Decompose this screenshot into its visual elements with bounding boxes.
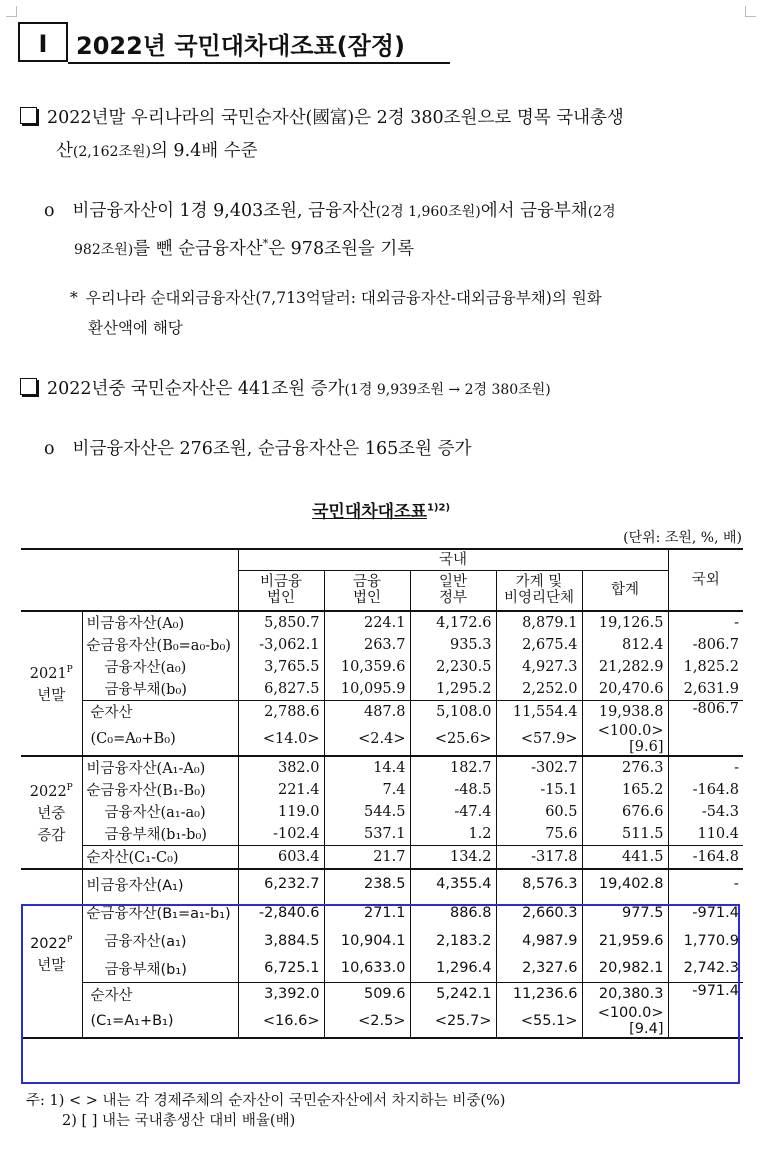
table-cell: -15.1 bbox=[496, 779, 582, 801]
row-label: 순금융자산(B₀=a₀-b₀) bbox=[82, 634, 238, 656]
table-cell: 441.5 bbox=[582, 845, 668, 869]
table-cell: 382.0 bbox=[238, 756, 324, 779]
share-ratio: <100.0> bbox=[597, 1005, 664, 1021]
net-worth-ratio-row bbox=[21, 723, 743, 756]
share-ratio: <57.9> bbox=[520, 730, 578, 747]
row-group-label: $2022^P$ 년중 증감 bbox=[29, 783, 73, 844]
table-cell: 544.5 bbox=[324, 801, 410, 823]
table-cell: 221.4 bbox=[238, 779, 324, 801]
table-row bbox=[21, 656, 743, 678]
header-domestic: 국내 bbox=[238, 549, 668, 571]
table-cell: 21,282.9 bbox=[582, 656, 668, 678]
table-cell: 2,252.0 bbox=[496, 678, 582, 701]
column-header: 일반 정부 bbox=[410, 571, 496, 611]
table-cell: -164.8 bbox=[668, 779, 743, 801]
table-cell: 5,242.1 bbox=[410, 983, 496, 1006]
footnote-1: 주: 1) < > 내는 각 경제주체의 순자산이 국민순자산에서 차지하는 비중(%) bbox=[26, 1093, 506, 1109]
row-label: 금융부채(b₁) bbox=[82, 955, 238, 983]
table-cell: 10,359.6 bbox=[324, 656, 410, 678]
checkbox-bullet-icon bbox=[20, 107, 37, 124]
table-row bbox=[21, 611, 743, 634]
table-cell: 4,987.9 bbox=[496, 927, 582, 955]
section-title bbox=[18, 22, 450, 64]
sub-bullet-1: o 비금융자산이 1경 9,403조원, 금융자산(2경 1,960조원)에서 금융부채(2경 bbox=[44, 201, 616, 221]
column-header: 금융 법인 bbox=[324, 571, 410, 611]
table-cell: 2,327.6 bbox=[496, 955, 582, 983]
table-cell: 20,380.3 bbox=[582, 983, 668, 1006]
table-cell: 812.4 bbox=[582, 634, 668, 656]
table-title: 국민대차대조표$^{1)2)}$ bbox=[311, 502, 451, 522]
page-corner-mark bbox=[745, 6, 756, 17]
table-cell: 19,402.8 bbox=[582, 869, 668, 899]
table-cell: -971.4 bbox=[668, 983, 743, 1039]
column-header: 가계 및 비영리단체 bbox=[496, 571, 582, 611]
row-label: 비금융자산(A₁-A₀) bbox=[82, 756, 238, 779]
header-corner bbox=[21, 549, 238, 611]
asterisk-icon: * bbox=[70, 289, 78, 307]
table-row bbox=[21, 927, 743, 955]
table-row bbox=[21, 756, 743, 779]
table-cell: -102.4 bbox=[238, 823, 324, 846]
table-unit: (단위: 조원, %, 배) bbox=[623, 530, 742, 546]
row-group-label: $2021^P$ 년말 bbox=[29, 665, 73, 704]
table-cell: 182.7 bbox=[410, 756, 496, 779]
table-cell: 134.2 bbox=[410, 845, 496, 869]
row-label: (C₀=A₀+B₀) bbox=[82, 723, 238, 756]
table-cell: 1,825.2 bbox=[668, 656, 743, 678]
title-underline bbox=[68, 62, 450, 64]
bullet-2: 2022년중 국민순자산은 441조원 증가(1경 9,939조원 → 2경 380조원) bbox=[20, 374, 551, 406]
table-cell: 20,982.1 bbox=[582, 955, 668, 983]
table-cell: 2,183.2 bbox=[410, 927, 496, 955]
table-cell: -48.5 bbox=[410, 779, 496, 801]
table-cell: -47.4 bbox=[410, 801, 496, 823]
row-group-label: $2022^P$ 년말 bbox=[30, 935, 73, 975]
table-cell: 3,392.0 bbox=[238, 983, 324, 1006]
share-ratio: <25.7> bbox=[434, 1013, 492, 1029]
sub-bullet-1-line-2: 982조원)를 뺀 순금융자산*은 978조원을 기록 bbox=[74, 237, 415, 259]
table-cell: 886.8 bbox=[410, 899, 496, 927]
table-cell: -54.3 bbox=[668, 801, 743, 823]
asterisk-note-line-2: 환산액에 해당 bbox=[88, 319, 183, 337]
table-cell: 263.7 bbox=[324, 634, 410, 656]
table-cell: 977.5 bbox=[582, 899, 668, 927]
table-cell: 271.1 bbox=[324, 899, 410, 927]
table-row bbox=[21, 899, 743, 927]
table-cell: 224.1 bbox=[324, 611, 410, 634]
table-cell: 603.4 bbox=[238, 845, 324, 869]
gdp-ratio: [9.6] bbox=[629, 738, 664, 755]
table-cell: 487.8 bbox=[324, 700, 410, 723]
table-cell: 1.2 bbox=[410, 823, 496, 846]
table-cell: 509.6 bbox=[324, 983, 410, 1006]
row-label: 금융자산(a₁) bbox=[82, 927, 238, 955]
bullet-1-line-2: 산(2,162조원)의 9.4배 수준 bbox=[56, 141, 258, 161]
table-cell: 2,675.4 bbox=[496, 634, 582, 656]
table-cell: -971.4 bbox=[668, 899, 743, 927]
table-cell: 8,576.3 bbox=[496, 869, 582, 899]
table-cell: 10,633.0 bbox=[324, 955, 410, 983]
table-cell: 6,827.5 bbox=[238, 678, 324, 701]
table-cell: 11,554.4 bbox=[496, 700, 582, 723]
table-cell bbox=[324, 723, 410, 756]
table-cell: 11,236.6 bbox=[496, 983, 582, 1006]
table-cell bbox=[496, 723, 582, 756]
table-cell: 14.4 bbox=[324, 756, 410, 779]
row-label: 순자산 bbox=[82, 700, 238, 723]
share-ratio: <25.6> bbox=[434, 730, 492, 747]
column-header: 비금융 법인 bbox=[238, 571, 324, 611]
table-row bbox=[21, 678, 743, 701]
table-cell: 2,660.3 bbox=[496, 899, 582, 927]
table-cell bbox=[238, 723, 324, 756]
balance-sheet-table bbox=[21, 548, 743, 1039]
table-cell: 5,850.7 bbox=[238, 611, 324, 634]
row-label: 금융자산(a₀) bbox=[82, 656, 238, 678]
table-cell: - bbox=[668, 869, 743, 899]
table-cell: 6,232.7 bbox=[238, 869, 324, 899]
table-cell: 1,296.4 bbox=[410, 955, 496, 983]
footnote-2: 2) [ ] 내는 국내총생산 대비 배율(배) bbox=[62, 1113, 296, 1129]
table-row bbox=[21, 634, 743, 656]
table-row bbox=[21, 779, 743, 801]
share-ratio: <2.4> bbox=[358, 730, 406, 747]
section-number-box: Ⅰ bbox=[18, 22, 68, 62]
asterisk-note: * 우리나라 순대외금융자산(7,713억달러: 대외금융자산-대외금융부채)의 원화 bbox=[70, 289, 602, 307]
net-worth-row bbox=[21, 983, 743, 1006]
table-cell: -302.7 bbox=[496, 756, 582, 779]
table-cell bbox=[582, 1005, 668, 1038]
table-cell: 6,725.1 bbox=[238, 955, 324, 983]
table-cell: 8,879.1 bbox=[496, 611, 582, 634]
table-row bbox=[21, 823, 743, 846]
table-cell: 10,095.9 bbox=[324, 678, 410, 701]
row-label: 순자산(C₁-C₀) bbox=[82, 845, 238, 869]
table-cell: 21,959.6 bbox=[582, 927, 668, 955]
table-cell: 1,295.2 bbox=[410, 678, 496, 701]
section-title-text: 2022년 국민대차대조표(잠정) bbox=[76, 32, 405, 60]
share-ratio: <14.0> bbox=[262, 730, 320, 747]
table-cell: 2,742.3 bbox=[668, 955, 743, 983]
table-cell: 238.5 bbox=[324, 869, 410, 899]
table-cell: -3,062.1 bbox=[238, 634, 324, 656]
table-cell: 3,765.5 bbox=[238, 656, 324, 678]
net-worth-ratio-row bbox=[21, 1005, 743, 1038]
table-cell: -2,840.6 bbox=[238, 899, 324, 927]
table-cell: 19,126.5 bbox=[582, 611, 668, 634]
row-label: 금융부채(b₁-b₀) bbox=[82, 823, 238, 846]
table-row bbox=[21, 845, 743, 869]
table-cell: 2,788.6 bbox=[238, 700, 324, 723]
sub-bullet-2: o 비금융자산은 276조원, 순금융자산은 165조원 증가 bbox=[44, 439, 472, 459]
table-cell: 537.1 bbox=[324, 823, 410, 846]
table-cell bbox=[324, 1005, 410, 1038]
net-worth-row bbox=[21, 700, 743, 723]
checkbox-bullet-icon bbox=[20, 378, 37, 395]
table-cell: -806.7 bbox=[668, 700, 743, 756]
row-label: (C₁=A₁+B₁) bbox=[82, 1005, 238, 1038]
circle-bullet-icon: o bbox=[44, 439, 55, 459]
gdp-ratio: [9.4] bbox=[629, 1021, 664, 1037]
table-cell: 20,470.6 bbox=[582, 678, 668, 701]
table-cell: 2,631.9 bbox=[668, 678, 743, 701]
table-cell: 3,884.5 bbox=[238, 927, 324, 955]
row-label: 순금융자산(B₁-B₀) bbox=[82, 779, 238, 801]
table-row bbox=[21, 955, 743, 983]
page-corner-mark bbox=[6, 6, 17, 17]
table-cell bbox=[410, 1005, 496, 1038]
row-label: 순금융자산(B₁=a₁-b₁) bbox=[82, 899, 238, 927]
table-cell: 19,938.8 bbox=[582, 700, 668, 723]
table-cell bbox=[582, 723, 668, 756]
table-cell: - bbox=[668, 756, 743, 779]
bullet-1: 2022년말 우리나라의 국민순자산(國富)은 2경 380조원으로 명목 국내총생 bbox=[20, 103, 750, 134]
table-cell: 110.4 bbox=[668, 823, 743, 846]
table-cell: 4,355.4 bbox=[410, 869, 496, 899]
table-cell: 4,172.6 bbox=[410, 611, 496, 634]
share-ratio: <16.6> bbox=[262, 1013, 320, 1029]
row-label: 금융자산(a₁-a₀) bbox=[82, 801, 238, 823]
table-cell bbox=[496, 1005, 582, 1038]
table-cell: 21.7 bbox=[324, 845, 410, 869]
table-cell: 165.2 bbox=[582, 779, 668, 801]
table-cell: 60.5 bbox=[496, 801, 582, 823]
table-row bbox=[21, 869, 743, 899]
share-ratio: <100.0> bbox=[597, 722, 664, 739]
table-cell: 676.6 bbox=[582, 801, 668, 823]
share-ratio: <55.1> bbox=[520, 1013, 578, 1029]
table-cell: -317.8 bbox=[496, 845, 582, 869]
table-cell: 1,770.9 bbox=[668, 927, 743, 955]
table-cell bbox=[410, 723, 496, 756]
table-cell: 511.5 bbox=[582, 823, 668, 846]
table-cell: -806.7 bbox=[668, 634, 743, 656]
table-cell: 75.6 bbox=[496, 823, 582, 846]
table-cell: 5,108.0 bbox=[410, 700, 496, 723]
table-cell bbox=[238, 1005, 324, 1038]
circle-bullet-icon: o bbox=[44, 201, 55, 221]
table-cell: 4,927.3 bbox=[496, 656, 582, 678]
row-label: 금융부채(b₀) bbox=[82, 678, 238, 701]
table-cell: -164.8 bbox=[668, 845, 743, 869]
share-ratio: <2.5> bbox=[358, 1013, 406, 1029]
table-row bbox=[21, 801, 743, 823]
row-label: 비금융자산(A₁) bbox=[82, 869, 238, 899]
table-cell: 276.3 bbox=[582, 756, 668, 779]
table-cell: 119.0 bbox=[238, 801, 324, 823]
row-label: 비금융자산(A₀) bbox=[82, 611, 238, 634]
header-foreign: 국외 bbox=[668, 549, 743, 611]
table-cell: 935.3 bbox=[410, 634, 496, 656]
table-cell: 10,904.1 bbox=[324, 927, 410, 955]
table-cell: 7.4 bbox=[324, 779, 410, 801]
table-cell: 2,230.5 bbox=[410, 656, 496, 678]
row-label: 순자산 bbox=[82, 983, 238, 1006]
column-header: 합계 bbox=[582, 571, 668, 611]
table-cell: - bbox=[668, 611, 743, 634]
